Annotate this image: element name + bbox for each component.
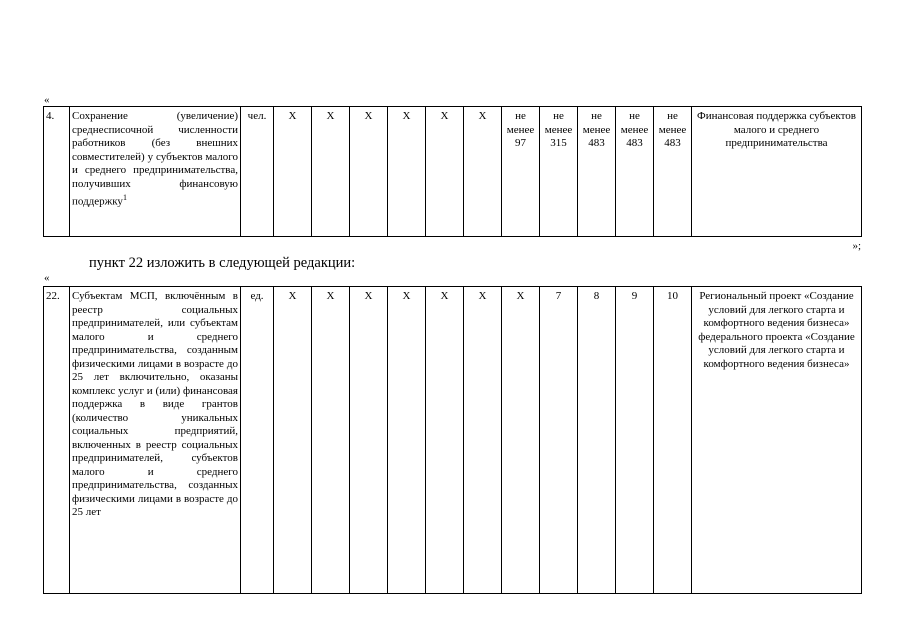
value-cell: Х <box>388 287 426 594</box>
table-row <box>44 107 862 237</box>
indicator-description <box>70 107 241 237</box>
support-measure-note: Финансовая поддержка субъектов малого и среднего предпринимательства <box>692 107 862 237</box>
opening-quote-mark: « <box>44 272 50 284</box>
indicator-table-row-4 <box>43 106 862 237</box>
value-cell: не менее 483 <box>654 107 692 237</box>
value-cell: 7 <box>540 287 578 594</box>
support-measure-note: Региональный проект «Создание условий для легкого старта и комфортного ведения бизнеса» федерального проекта «Создание условий для легкого старта и комфортного ведения бизнеса» <box>692 287 862 594</box>
footnote-mark: 1 <box>122 193 127 202</box>
value-cell: не менее 483 <box>578 107 616 237</box>
value-cell: Х <box>502 287 540 594</box>
value-cell: не менее 315 <box>540 107 578 237</box>
unit-of-measure: ед. <box>241 287 274 594</box>
row-number: 22. <box>44 287 70 594</box>
table-row <box>44 287 862 594</box>
indicator-description: Субъектам МСП, включённым в реестр социальных предпринимателей, или субъектам малого и среднего предпринимательства, созданным физическими лицами в возрасте до 25 лет включительно, оказаны комплекс услуг и (или) финансовая поддержка в виде грантов (количество уникальных социальных предприятий, включенных в реестр социальных предпринимателей, субъектов малого и среднего предпринимательства, созданных физическими лицами в возрасте до 25 лет <box>70 287 241 594</box>
value-cell: Х <box>350 287 388 594</box>
value-cell: 9 <box>616 287 654 594</box>
value-cell: Х <box>274 287 312 594</box>
value-cell: Х <box>312 107 350 237</box>
indicator-table-row-22 <box>43 286 862 594</box>
value-cell: 10 <box>654 287 692 594</box>
value-cell: не менее 97 <box>502 107 540 237</box>
unit-of-measure: чел. <box>241 107 274 237</box>
value-cell: Х <box>426 107 464 237</box>
value-cell: Х <box>464 287 502 594</box>
value-cell: Х <box>464 107 502 237</box>
value-cell: Х <box>312 287 350 594</box>
opening-quote-mark: « <box>44 94 50 106</box>
indicator-description-text: Сохранение (увеличение) среднесписочной численности работников (без внешних совместителей) у субъектов малого и среднего предпринимательства, получивших финансовую поддержку <box>72 110 238 208</box>
closing-quote-mark: »; <box>852 240 861 252</box>
value-cell: не менее 483 <box>616 107 654 237</box>
row-number: 4. <box>44 107 70 237</box>
value-cell: Х <box>274 107 312 237</box>
amendment-instruction: пункт 22 изложить в следующей редакции: <box>89 255 356 271</box>
value-cell: Х <box>388 107 426 237</box>
value-cell: 8 <box>578 287 616 594</box>
value-cell: Х <box>426 287 464 594</box>
value-cell: Х <box>350 107 388 237</box>
